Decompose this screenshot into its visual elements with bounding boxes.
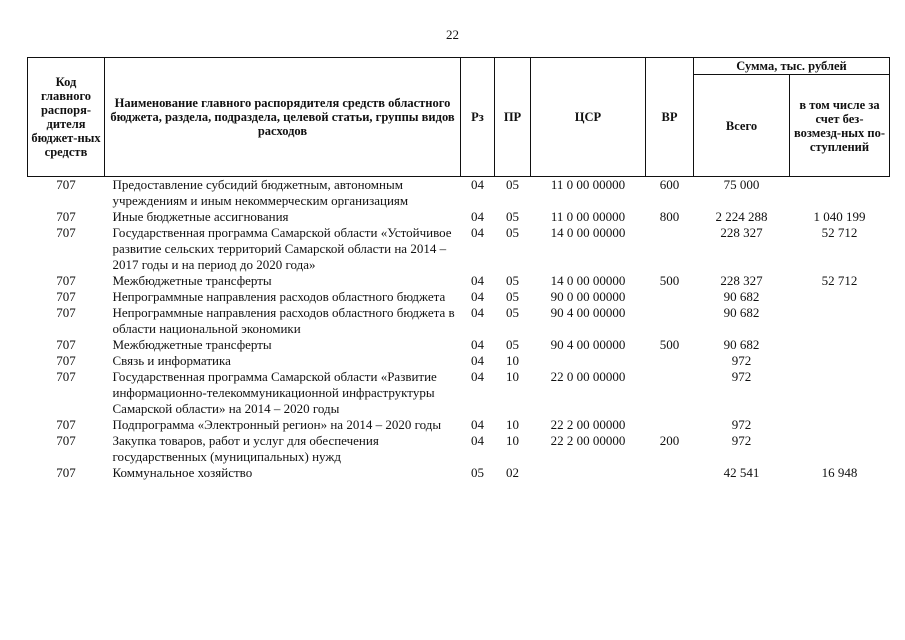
row-name: Непрограммные направления расходов областного бюджета [112, 289, 446, 304]
row-code: 707 [56, 337, 76, 352]
row-pr: 05 [506, 225, 519, 240]
row-vr: 600 [659, 177, 680, 192]
page-number: 22 [446, 27, 459, 42]
row-csr: 11 0 00 00000 [550, 209, 626, 224]
row-incl: 1 040 199 [813, 209, 866, 224]
row-name: Предоставление субсидий бюджетным, автономным учреждениям и иным некоммерческим организациям [112, 177, 409, 208]
row-rz: 04 [471, 289, 484, 304]
row-pr: 05 [506, 273, 519, 288]
row-code: 707 [56, 369, 76, 384]
row-pr: 05 [506, 177, 519, 192]
budget-table [27, 57, 890, 481]
row-csr: 90 4 00 00000 [550, 305, 626, 320]
row-code: 707 [56, 305, 76, 320]
row-incl [790, 433, 890, 465]
header-csr: ЦСР [531, 58, 646, 177]
row-name: Государственная программа Самарской области «Развитие информационно-телекоммуникационной инфраструктуры Самарской области» на 2014 – 2020 годы [112, 369, 437, 416]
row-vr [646, 225, 694, 273]
row-vr [646, 305, 694, 337]
row-incl [790, 369, 890, 417]
row-total: 75 000 [723, 177, 760, 192]
row-total: 228 327 [720, 273, 763, 288]
row-rz: 04 [471, 337, 484, 352]
header-rz: Рз [461, 58, 495, 177]
table-row [28, 353, 890, 369]
row-csr: 14 0 00 00000 [550, 273, 626, 288]
header-sum: Сумма, тыс. рублей [694, 58, 890, 75]
row-incl [790, 289, 890, 305]
row-pr: 10 [506, 433, 519, 448]
table-row [28, 289, 890, 305]
table-row [28, 433, 890, 465]
row-vr [646, 465, 694, 481]
row-vr: 500 [659, 337, 680, 352]
row-code: 707 [56, 353, 76, 368]
row-csr: 90 4 00 00000 [550, 337, 626, 352]
row-total: 2 224 288 [715, 209, 768, 224]
table-row [28, 209, 890, 225]
table-row [28, 305, 890, 337]
row-name: Закупка товаров, работ и услуг для обеспечения государственных (муниципальных) нужд [112, 433, 379, 464]
table-row [28, 417, 890, 433]
row-rz: 04 [471, 177, 484, 192]
row-code: 707 [56, 209, 76, 224]
row-incl [790, 177, 890, 210]
row-vr [646, 289, 694, 305]
row-name: Межбюджетные трансферты [112, 273, 272, 288]
row-rz: 04 [471, 353, 484, 368]
row-pr: 05 [506, 289, 519, 304]
header-name: Наименование главного распорядителя средств областного бюджета, раздела, подраздела, целевой статьи, группы видов расходов [105, 58, 461, 177]
row-pr: 05 [506, 305, 519, 320]
row-rz: 04 [471, 369, 484, 384]
row-total: 42 541 [723, 465, 760, 480]
row-incl [790, 417, 890, 433]
row-incl: 52 712 [821, 225, 858, 240]
header-code: Код главного распоря-дителя бюджет-ных средств [28, 58, 105, 177]
header-incl: в том числе за счет без-возмезд-ных по-ступлений [790, 75, 890, 177]
row-pr: 05 [506, 337, 519, 352]
row-total: 972 [731, 369, 752, 384]
row-rz: 04 [471, 433, 484, 448]
row-pr: 02 [506, 465, 519, 480]
row-incl: 52 712 [821, 273, 858, 288]
header-total: Всего [694, 75, 790, 177]
row-csr: 90 0 00 00000 [550, 289, 626, 304]
row-code: 707 [56, 417, 76, 432]
table-row [28, 273, 890, 289]
row-code: 707 [56, 465, 76, 480]
row-code: 707 [56, 225, 76, 240]
row-rz: 04 [471, 209, 484, 224]
table-row [28, 465, 890, 481]
row-vr [646, 417, 694, 433]
table-body [28, 177, 890, 482]
row-vr: 200 [659, 433, 680, 448]
row-name: Связь и информатика [112, 353, 231, 368]
row-total: 90 682 [723, 289, 760, 304]
row-pr: 10 [506, 369, 519, 384]
row-total: 228 327 [720, 225, 763, 240]
row-name: Непрограммные направления расходов областного бюджета в области национальной экономики [112, 305, 455, 336]
row-name: Коммунальное хозяйство [112, 465, 253, 480]
header-pr: ПР [495, 58, 531, 177]
row-rz: 04 [471, 273, 484, 288]
row-code: 707 [56, 273, 76, 288]
row-csr: 22 2 00 00000 [550, 417, 626, 432]
row-code: 707 [56, 177, 76, 192]
row-total: 90 682 [723, 305, 760, 320]
row-csr: 11 0 00 00000 [550, 177, 626, 192]
table-row [28, 337, 890, 353]
row-csr: 14 0 00 00000 [550, 225, 626, 240]
row-csr: 22 0 00 00000 [550, 369, 626, 384]
table-row [28, 225, 890, 273]
table-row [28, 177, 890, 210]
row-csr: 22 2 00 00000 [550, 433, 626, 448]
row-incl [790, 353, 890, 369]
row-rz: 04 [471, 305, 484, 320]
row-vr: 800 [659, 209, 680, 224]
row-incl: 16 948 [821, 465, 858, 480]
row-code: 707 [56, 433, 76, 448]
row-name: Иные бюджетные ассигнования [112, 209, 289, 224]
row-incl [790, 337, 890, 353]
row-vr: 500 [659, 273, 680, 288]
row-rz: 04 [471, 225, 484, 240]
row-name: Государственная программа Самарской области «Устойчивое развитие сельских территорий Самарской области на 2014 – 2017 годы и на период до 2020 года» [112, 225, 452, 272]
row-total: 972 [731, 433, 752, 448]
row-name: Межбюджетные трансферты [112, 337, 272, 352]
row-rz: 05 [471, 465, 484, 480]
row-total: 972 [731, 353, 752, 368]
header-vr: ВР [646, 58, 694, 177]
row-name: Подпрограмма «Электронный регион» на 2014 – 2020 годы [112, 417, 442, 432]
row-vr [646, 369, 694, 417]
row-code: 707 [56, 289, 76, 304]
row-incl [790, 305, 890, 337]
row-pr: 10 [506, 353, 519, 368]
row-csr [531, 353, 646, 369]
row-rz: 04 [471, 417, 484, 432]
row-pr: 10 [506, 417, 519, 432]
row-total: 972 [731, 417, 752, 432]
row-csr [531, 465, 646, 481]
row-pr: 05 [506, 209, 519, 224]
row-vr [646, 353, 694, 369]
row-total: 90 682 [723, 337, 760, 352]
table-row [28, 369, 890, 417]
